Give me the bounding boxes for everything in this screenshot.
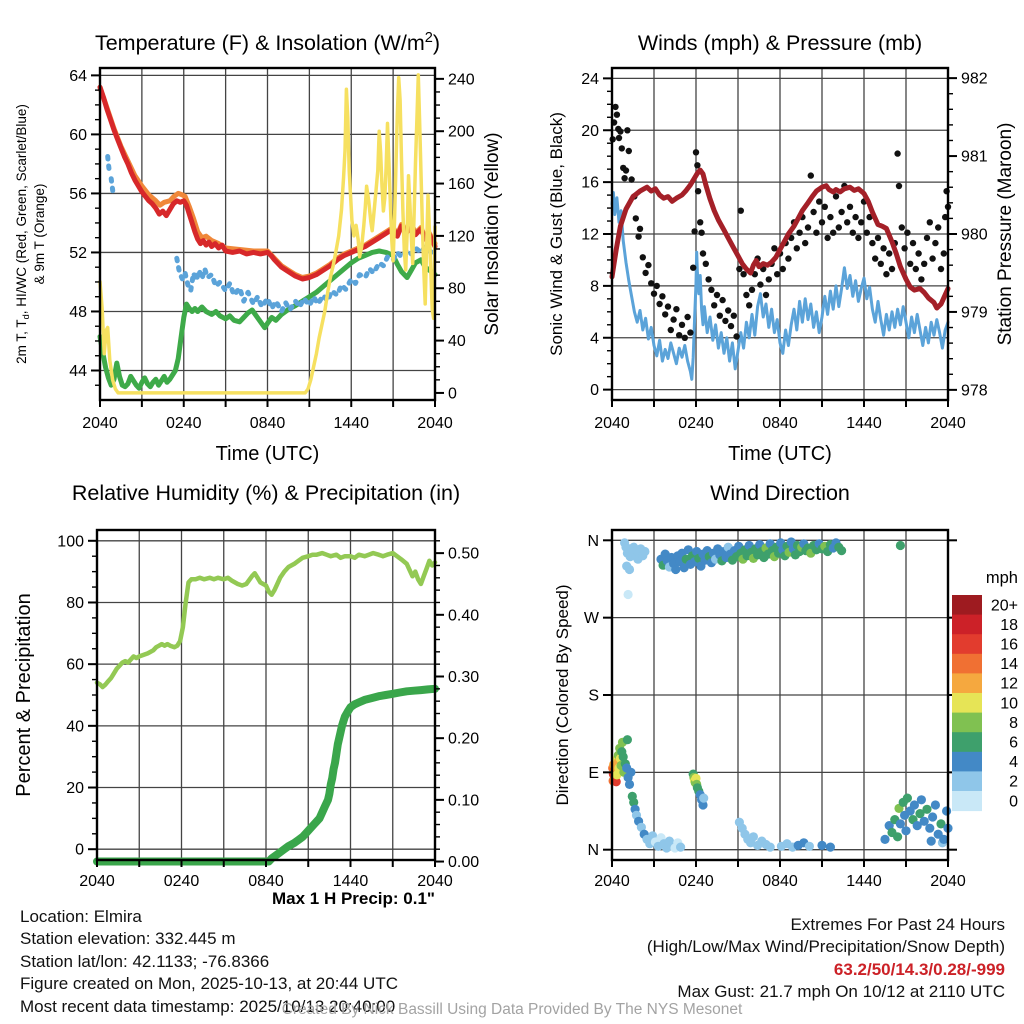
recent-data-timestamp: Most recent data timestamp: 2025/10/13 20:40:00 [20,996,396,1016]
svg-text:12: 12 [581,226,599,244]
svg-text:Max 1 H Precip: 0.1": Max 1 H Precip: 0.1" [271,889,435,908]
svg-text:6: 6 [1009,734,1018,752]
svg-text:2040: 2040 [417,415,453,432]
svg-text:0840: 0840 [762,873,798,890]
svg-text:40: 40 [448,333,466,351]
svg-text:Wind Direction: Wind Direction [710,481,850,505]
svg-text:2m T, Td, HI/WC (Red, Green, S: 2m T, $T_d$, HI/WC (Red, Green, Scarlet/Blue) [14,104,31,364]
svg-text:979: 979 [961,304,988,322]
svg-text:16: 16 [1000,636,1018,654]
svg-text:mph: mph [985,569,1018,587]
svg-text:240: 240 [448,71,475,89]
svg-text:4: 4 [590,330,599,348]
temperature-insolation-chart [0,0,512,468]
svg-text:Solar Insolation (Yellow): Solar Insolation (Yellow) [482,132,503,336]
svg-text:Percent & Precipitation: Percent & Precipitation [13,593,35,797]
winds-pressure-chart [512,0,1024,468]
svg-text:2040: 2040 [82,415,118,432]
svg-text:0840: 0840 [249,415,286,432]
svg-text:0: 0 [1009,793,1018,811]
svg-text:2: 2 [1009,773,1018,791]
svg-text:0.50: 0.50 [448,545,480,563]
svg-text:E: E [588,764,599,782]
svg-text:Time (UTC): Time (UTC) [215,443,320,465]
svg-text:Time (UTC): Time (UTC) [728,443,832,465]
svg-text:24: 24 [581,70,599,88]
wind-direction-chart [512,468,1024,916]
svg-text:18: 18 [1000,616,1018,634]
extremes-subtitle: (High/Low/Max Wind/Precipitation/Snow Depth) [646,937,1005,957]
svg-text:10: 10 [1000,695,1018,713]
svg-text:0.40: 0.40 [448,607,480,625]
svg-text:0.20: 0.20 [448,730,480,748]
svg-text:20: 20 [66,780,84,798]
svg-text:160: 160 [448,176,475,194]
svg-text:2040: 2040 [594,873,630,890]
svg-text:0240: 0240 [678,415,714,432]
svg-text:52: 52 [69,244,87,262]
svg-text:Temperature (F) & Insolation (: Temperature (F) & Insolation $(W/m^2)$ [94,29,441,55]
svg-text:0240: 0240 [678,873,714,890]
svg-text:120: 120 [448,228,475,246]
svg-text:0: 0 [75,841,84,859]
extremes-title: Extremes For Past 24 Hours [790,915,1005,934]
station-elevation: Station elevation: 332.445 m [20,929,236,949]
svg-text:N: N [587,842,599,860]
svg-text:981: 981 [961,148,988,166]
svg-text:1440: 1440 [846,873,882,890]
svg-text:978: 978 [961,382,988,400]
svg-text:0840: 0840 [762,415,798,432]
svg-text:20+: 20+ [990,597,1018,615]
svg-text:8: 8 [1009,714,1018,732]
svg-text:0.00: 0.00 [448,854,480,872]
station-location: Location: Elmira [20,907,142,926]
svg-text:0240: 0240 [165,415,202,432]
station-latlon: Station lat/lon: 42.1133; -76.8366 [20,951,270,971]
svg-text:Winds (mph) & Pressure (mb): Winds (mph) & Pressure (mb) [637,31,923,55]
svg-text:100: 100 [57,533,84,551]
svg-text:0840: 0840 [248,873,284,890]
svg-text:Direction (Colored By Speed): Direction (Colored By Speed) [553,584,572,806]
svg-text:0.30: 0.30 [448,668,480,686]
svg-text:4: 4 [1009,754,1018,772]
svg-text:60: 60 [66,656,84,674]
svg-text:& 9m T (Orange): & 9m T (Orange) [32,183,47,285]
svg-text:Relative Humidity (%) & Precip: Relative Humidity (%) & Precipitation (in) [71,481,461,505]
svg-text:2040: 2040 [594,415,630,432]
svg-text:0: 0 [590,382,599,400]
svg-text:48: 48 [69,303,87,321]
svg-text:14: 14 [1000,656,1018,674]
svg-text:N: N [587,532,599,550]
svg-text:1440: 1440 [846,415,882,432]
credit-line: Created By Nick Bassill Using Data Provided By The NYS Mesonet [281,1001,743,1018]
svg-text:2040: 2040 [79,873,115,890]
svg-text:80: 80 [66,594,84,612]
svg-text:Station Pressure (Maroon): Station Pressure (Maroon) [995,122,1016,346]
svg-text:1440: 1440 [333,415,370,432]
extremes-values: 63.2/50/14.3/0.28/-999 [833,959,1005,979]
svg-text:1440: 1440 [332,873,369,890]
svg-text:0240: 0240 [163,873,200,890]
svg-text:56: 56 [69,185,87,203]
svg-text:W: W [583,610,599,628]
svg-text:2040: 2040 [417,873,453,890]
svg-text:0.10: 0.10 [448,792,480,810]
svg-text:2040: 2040 [930,415,966,432]
svg-text:40: 40 [66,718,84,736]
extremes-block [647,914,1005,1004]
figure-created-timestamp: Figure created on Mon, 2025-10-13, at 20:44 UTC [20,974,398,994]
svg-text:20: 20 [581,122,599,140]
svg-text:44: 44 [69,362,87,380]
svg-text:8: 8 [590,278,599,296]
svg-text:982: 982 [961,70,988,88]
svg-text:200: 200 [448,123,475,141]
svg-text:60: 60 [69,126,87,144]
svg-text:Sonic Wind & Gust (Blue, Black: Sonic Wind & Gust (Blue, Black) [547,112,566,356]
svg-text:12: 12 [1000,675,1018,693]
svg-text:80: 80 [448,280,466,298]
svg-text:980: 980 [961,226,988,244]
svg-text:64: 64 [69,67,87,85]
max-gust: Max Gust: 21.7 mph On 10/12 at 2110 UTC [677,982,1005,1002]
svg-text:2040: 2040 [930,873,966,890]
svg-text:S: S [588,687,599,705]
svg-text:16: 16 [581,174,599,192]
svg-text:0: 0 [448,385,457,403]
humidity-precip-chart [0,468,512,916]
